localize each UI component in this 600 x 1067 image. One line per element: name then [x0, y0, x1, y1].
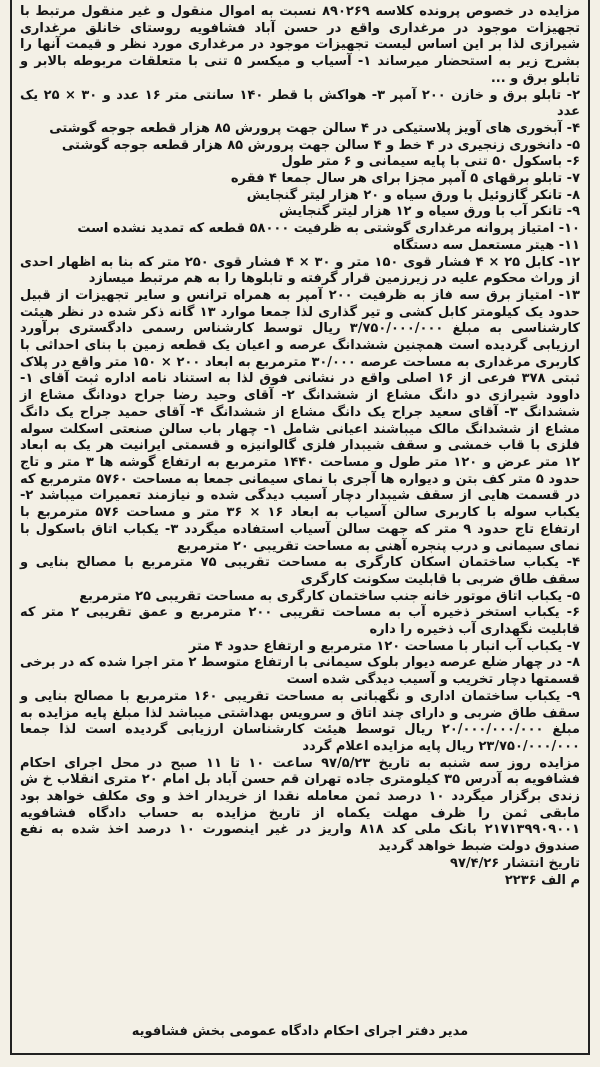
signature-line: مدیر دفتر اجرای احکام دادگاه عمومی بخش فشافویه: [131, 1024, 469, 1039]
notice-intro: مزایده در خصوص پرونده کلاسه ۸۹۰۲۶۹ نسبت به اموال منقول و غیر منقول مرتبط با تجهیزات موجود در مرغداری واقع در حسن آباد فشافویه روستای خانلق مرغداری شیرازی لذا بر این اساس لیست تجهیزات موجود در مرغداری مورد نظر و قیمت آنها را بشرح زیر به استحضار میرساند ۱- آسیاب و میکسر ۵ تنی با متعلقات مربوطه بالابر و تابلو برق و ...: [20, 4, 580, 86]
list-item: ۱۳- امتیاز برق سه فاز به ظرفیت ۲۰۰ آمپر به همراه ترانس و سایر تجهیزات از قبیل حدود یک کیلومتر کابل کشی و تیر گذاری لذا جمعا موارد ۱۳ گانه ذکر شده در نظر هیئت کارشناسی به مبلغ ۳/۷۵۰/۰۰۰/۰۰۰ ریال توسط کارشناس رسمی دادگستری برآورد ارزیابی گردیده است همچنین ششدانگ عرصه و اعیان یک قطعه زمین با بنای احداثی با کاربری مرغداری به مساحت عرصه ۳۰/۰۰۰ مترمربع به ابعاد ۲۰۰ × ۱۵۰ متر واقع در پلاک ثبتی ۳۷۸ فرعی از ۱۶ اصلی واقع در نشانی فوق لذا به استناد نامه اداره ثبت آقای ۱- داوود شیرازی دو دانگ مشاع از ششدانگ ۲- آقای وحید رضا جراح دودانگ مشاع از ششدانگ ۳- آقای سعید جراح یک دانگ مشاع از ششدانگ ۴- آقای حمید جراح یک دانگ مشاع از ششدانگ مالک میباشند اعیانی شامل ۱- چهار باب سالن صنعتی اسکلت سوله فلزی با قاب خمشی و سقف شیبدار فلزی گالوانیزه و قسمتی ایرانیت هر یک به ابعاد ۱۲ متر عرض و ۱۲۰ متر طول و مساحت ۱۴۴۰ مترمربع به ارتفاع گوشه ها ۳ متر و تاج حدود ۵ متر کف بتن و دیواره ها آجری با نمای سیمانی جمعا به مساحت ۵۷۶۰ مترمربع که در قسمت هایی از سقف شیبدار دچار آسیب دیدگی شده و نیازمند تعمیرات میباشد ۲- یکباب سوله با کاربری سالن آسیاب به ابعاد ۱۶ × ۳۶ متر و مساحت ۵۷۶ مترمربع با ارتفاع تاج حدود ۹ متر که جهت سالن آسیاب استفاده میگردد ۳- یکباب اتاق باسکول با نمای سیمانی و درب پنجره آهنی به مساحت تقریبی ۲۰ مترمربع: [20, 287, 580, 554]
list-item: ۷- تابلو برقهای ۵ آمپر مجزا برای هر سال جمعا ۴ فقره: [230, 171, 580, 187]
list-item: ۱۱- هیتر مستعمل سه دستگاه: [393, 237, 580, 253]
list-item: ۷- یکباب آب انبار با مساحت ۱۲۰ مترمربع و ارتفاع حدود ۴ متر: [188, 638, 580, 654]
list-item: ۱۰- امتیاز پروانه مرغداری گوشتی به ظرفیت ۵۸۰۰۰ قطعه که تمدید نشده است: [77, 221, 580, 237]
notice-body: [20, 4, 580, 889]
list-item: ۹- تانکر آب با ورق سیاه و ۱۲ هزار لیتر گنجایش: [279, 204, 580, 220]
notice-closing: مزایده روز سه شنبه به تاریخ ۹۷/۵/۲۳ ساعت ۱۰ تا ۱۱ صبح در محل اجرای احکام فشافویه به آدرس ۳۵ کیلومتری جاده تهران قم حسن آباد بل امام ۲۰ متری انقلاب خ ش زندی برگزار میگردد ۱۰ درصد ثمن معامله نقدا از خریدار اخذ و وی مکلف خواهد بود مابقی ثمن را ظرف مهلت یکماه از تاریخ مزایده به حساب دادگاه فشافویه ۲۱۷۱۳۹۹۰۹۰۰۱ بانک ملی کد ۸۱۸ واریز در غیر اینصورت ۱۰ درصد اخذ شده به نفع صندوق دولت ضبط خواهد گردید: [20, 755, 581, 855]
list-item: ۵- دانخوری زنجیری در ۴ خط و ۴ سالن جهت پرورش ۸۵ هزار قطعه جوجه گوشتی: [61, 137, 580, 153]
list-item: ۸- در چهار ضلع عرصه دیوار بلوک سیمانی با ارتفاع متوسط ۲ متر اجرا شده که در برخی قسمتها دچار تخریب و آسیب دیدگی شده است: [20, 655, 580, 688]
list-item: ۵- یکباب اتاق موتور خانه جنب ساختمان کارگری به مساحت تقریبی ۲۵ مترمربع: [79, 588, 580, 604]
items-list: [20, 88, 580, 756]
list-item: ۸- تانکر گازوئیل با ورق سیاه و ۲۰ هزار لیتر گنجایش: [246, 187, 580, 203]
publish-date: تاریخ انتشار ۹۷/۴/۲۶: [450, 855, 580, 871]
list-item: ۶- یکباب استخر ذخیره آب به مساحت تقریبی ۲۰۰ مترمربع و عمق تقریبی ۲ متر که قابلیت نگهداری آب ذخیره را داره: [20, 605, 580, 638]
list-item: ۹- یکباب ساختمان اداری و نگهبانی به مساحت تقریبی ۱۶۰ مترمربع با مصالح بنایی و سقف طاق ضربی و دارای چند اتاق و سرویس بهداشتی میباشد لذا مبلغ پایه مزایده به مبلغ ۲۰/۰۰۰/۰۰۰/۰۰۰ ریال توسط هیئت کارشناسان ارزیابی گردیده است لذا جمعا ۲۳/۷۵۰/۰۰۰/۰۰۰ ریال پایه مزایده اعلام گردد: [20, 688, 580, 754]
list-item: ۱۲- کابل ۲۵ × ۴ فشار قوی ۱۵۰ متر و ۳۰ × ۴ فشار قوی ۲۵۰ متر که بنا به اظهار احدی از وراث محکوم علیه در زیرزمین قرار گرفته و تابلوها را به هم مرتبط میسازد: [20, 254, 581, 287]
list-item: ۴- یکباب ساختمان اسکان کارگری به مساحت تقریبی ۷۵ مترمربع با مصالح بنایی و سقف طاق ضربی با قابلیت سکونت کارگری: [20, 555, 580, 587]
list-item: ۶- باسکول ۵۰ تنی با پایه سیمانی و ۶ متر طول: [281, 154, 580, 170]
reference-number: م الف ۲۲۳۶: [504, 872, 580, 888]
list-item: ۲- تابلو برق و خازن ۲۰۰ آمپر ۳- هواکش با قطر ۱۴۰ سانتی متر ۱۶ عدد و ۳۰ × ۲۵ یک عدد: [20, 87, 580, 120]
auction-notice: [10, 0, 590, 1055]
list-item: ۴- آبخوری های آویز پلاستیکی در ۴ سالن جهت پرورش ۸۵ هزار قطعه جوجه گوشتی: [49, 120, 580, 136]
